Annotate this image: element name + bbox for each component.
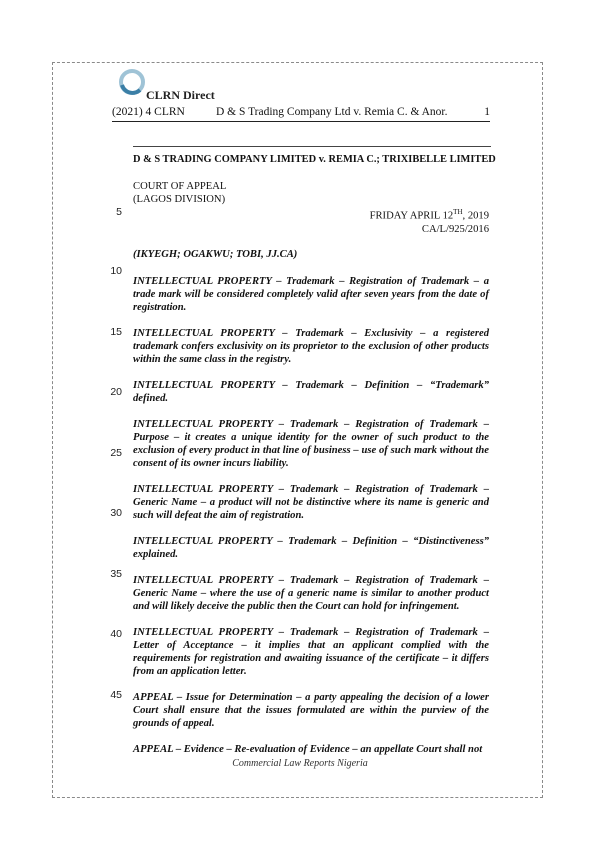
date-prefix: FRIDAY APRIL 12 (369, 210, 454, 222)
court-block (133, 180, 489, 236)
headnote: APPEAL – Evidence – Re-evaluation of Evidence – an appellate Court shall not (133, 743, 483, 755)
headnote: APPEAL – Issue for Determination – a party appealing the decision of a lower Court shall ensure that the issues formulated are within the purview of the grounds of appeal. (133, 691, 489, 729)
line-number: 10 (110, 265, 122, 277)
title-rule (133, 146, 491, 147)
suit-number: CA/L/925/2016 (421, 223, 489, 235)
header-page-number: 1 (484, 106, 490, 118)
date-suffix: , 2019 (462, 210, 489, 222)
date-superscript: TH (453, 208, 463, 216)
brand-name: CLRN Direct (146, 88, 215, 102)
line-number: 40 (110, 628, 122, 640)
line-number: 25 (110, 447, 122, 459)
line-number: 20 (110, 386, 122, 398)
header-citation: (2021) 4 CLRN (112, 106, 185, 118)
line-number: 15 (110, 326, 122, 338)
page-content (133, 153, 496, 756)
headnote: INTELLECTUAL PROPERTY – Trademark – Exclusivity – a registered trademark confers exclusivity on its proprietor to the exclusion of other products within the same class in the registry. (133, 327, 489, 365)
line-number: 45 (110, 689, 122, 701)
line-number: 35 (110, 568, 122, 580)
headnote: INTELLECTUAL PROPERTY – Trademark – Registration of Trademark –Purpose – it creates a unique identity for the owner of such product to the exclusion of every product in that line of business – use of such mark without the consent of its owner incurs liability. (133, 418, 489, 469)
line-number: 5 (116, 206, 122, 218)
court-division: (LAGOS DIVISION) (133, 194, 226, 205)
judgment-date (133, 206, 489, 223)
header-case-name: D & S Trading Company Ltd v. Remia C. & Anor. (216, 106, 448, 118)
line-number: 30 (110, 507, 122, 519)
headnote: INTELLECTUAL PROPERTY – Trademark – Registration of Trademark –Generic Name – where the use of a generic name is similar to another product and will likely deceive the public then the Court can hold for infringement. (133, 574, 489, 612)
headnote: INTELLECTUAL PROPERTY – Trademark – Registration of Trademark – a trade mark will be considered completely valid after seven years from the date of registration. (133, 275, 489, 313)
case-title: D & S TRADING COMPANY LIMITED v. REMIA C.; TRIXIBELLE LIMITED (133, 154, 496, 165)
header-rule (112, 121, 490, 122)
page-footer: Commercial Law Reports Nigeria (232, 758, 368, 769)
clrn-logo-icon (118, 68, 146, 96)
headnote: INTELLECTUAL PROPERTY – Trademark – Definition – “Trademark” defined. (133, 379, 489, 404)
headnote: INTELLECTUAL PROPERTY – Trademark – Registration of Trademark –Generic Name – a product will not be distinctive where its name is generic and such will defeat the aim of registration. (133, 483, 489, 521)
judges-panel: (IKYEGH; OGAKWU; TOBI, JJ.CA) (133, 248, 298, 260)
court-name: COURT OF APPEAL (133, 181, 227, 192)
headnotes-list (133, 275, 489, 756)
headnote: INTELLECTUAL PROPERTY – Trademark – Definition – “Distinctiveness” explained. (133, 535, 489, 560)
headnote: INTELLECTUAL PROPERTY – Trademark – Registration of Trademark –Letter of Acceptance – it implies that an applicant complied with the requirements for registration and awaiting issuance of the certificate – it differs from an application letter. (133, 626, 489, 677)
